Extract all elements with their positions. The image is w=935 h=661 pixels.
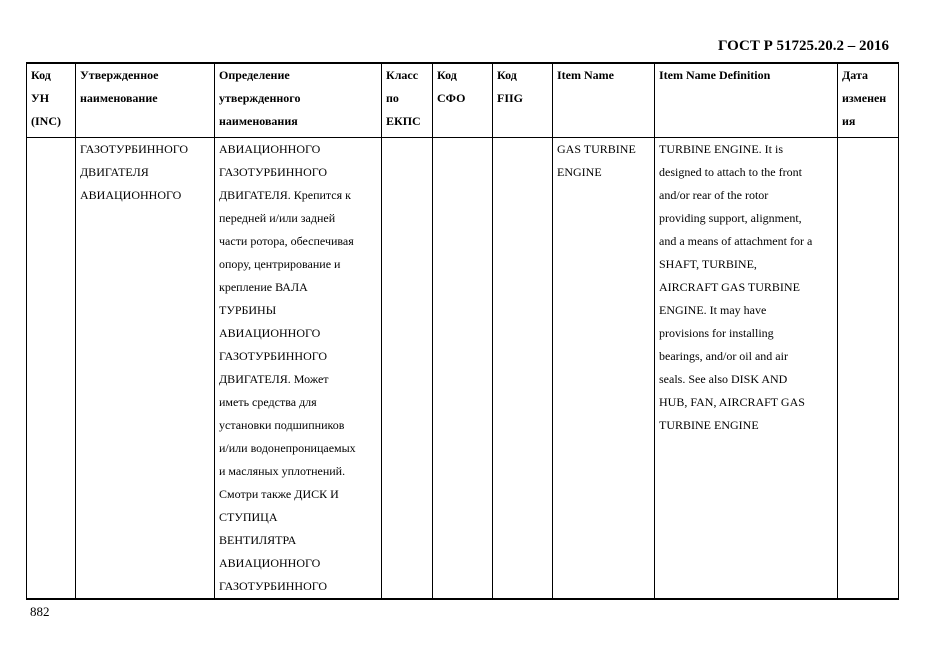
cell-approved-name [76, 138, 215, 600]
page-number: 882 [30, 604, 50, 619]
header-change-date: Дата изменен ия [838, 63, 899, 138]
cell-line: ENGINE [557, 165, 602, 179]
header-inc: Код УН (INC) [27, 63, 76, 138]
cell-class-ekps [382, 138, 433, 600]
cell-line: provisions for installing [659, 326, 774, 340]
table-header-row [27, 63, 899, 138]
cell-line: designed to attach to the front [659, 165, 802, 179]
cell-line: bearings, and/or oil and air [659, 349, 788, 363]
cell-line: AIRCRAFT GAS TURBINE [659, 280, 800, 294]
table-row [27, 138, 899, 600]
cell-line: опору, центрирование и [219, 257, 341, 271]
cell-line: АВИАЦИОННОГО [219, 142, 321, 156]
cell-line: SHAFT, TURBINE, [659, 257, 757, 271]
cell-line: передней и/или задней [219, 211, 336, 225]
catalog-table [26, 62, 899, 600]
header-item-name-definition: Item Name Definition [655, 63, 838, 138]
cell-line: ДВИГАТЕЛЯ [80, 165, 149, 179]
cell-line: крепление ВАЛА [219, 280, 308, 294]
cell-line: ДВИГАТЕЛЯ. Крепится к [219, 188, 351, 202]
cell-line: иметь средства для [219, 395, 317, 409]
cell-line: установки подшипников [219, 418, 345, 432]
cell-line: ВЕНТИЛЯТРА [219, 533, 297, 547]
cell-line: TURBINE ENGINE [659, 418, 759, 432]
header-fiig-code: Код FIIG [493, 63, 553, 138]
header-class-ekps: Класс по ЕКПС [382, 63, 433, 138]
header-sfo-code: Код СФО [433, 63, 493, 138]
cell-line: ГАЗОТУРБИННОГО [219, 165, 328, 179]
cell-change-date [838, 138, 899, 600]
cell-line: and/or rear of the rotor [659, 188, 769, 202]
header-item-name: Item Name [553, 63, 655, 138]
cell-line: ГАЗОТУРБИННОГО [219, 579, 328, 593]
document-code: ГОСТ Р 51725.20.2 – 2016 [717, 38, 889, 54]
cell-inc [27, 138, 76, 600]
cell-line: АВИАЦИОННОГО [219, 326, 321, 340]
header-approved-name: Утвержденное наименование [76, 63, 215, 138]
cell-line: и/или водонепроницаемых [219, 441, 356, 455]
cell-line: seals. See also DISK AND [659, 372, 788, 386]
cell-line: части ротора, обеспечивая [219, 234, 354, 248]
cell-line: ГАЗОТУРБИННОГО [219, 349, 328, 363]
cell-line: ENGINE. It may have [659, 303, 767, 317]
cell-line: ДВИГАТЕЛЯ. Может [219, 372, 329, 386]
cell-line: и масляных уплотнений. [219, 464, 346, 478]
cell-line: Смотри также ДИСК И [219, 487, 339, 501]
cell-definition [215, 138, 382, 600]
cell-line: ТУРБИНЫ [219, 303, 277, 317]
cell-line: АВИАЦИОННОГО [219, 556, 321, 570]
cell-line: АВИАЦИОННОГО [80, 188, 182, 202]
cell-fiig-code [493, 138, 553, 600]
cell-line: and a means of attachment for a [659, 234, 813, 248]
cell-line: HUB, FAN, AIRCRAFT GAS [659, 395, 805, 409]
cell-line: ГАЗОТУРБИННОГО [80, 142, 189, 156]
cell-item-name-definition [655, 138, 838, 600]
cell-line: TURBINE ENGINE. It is [659, 142, 783, 156]
cell-line: providing support, alignment, [659, 211, 802, 225]
cell-line: GAS TURBINE [557, 142, 636, 156]
header-definition: Определение утвержденного наименования [215, 63, 382, 138]
cell-item-name [553, 138, 655, 600]
cell-line: СТУПИЦА [219, 510, 278, 524]
cell-sfo-code [433, 138, 493, 600]
